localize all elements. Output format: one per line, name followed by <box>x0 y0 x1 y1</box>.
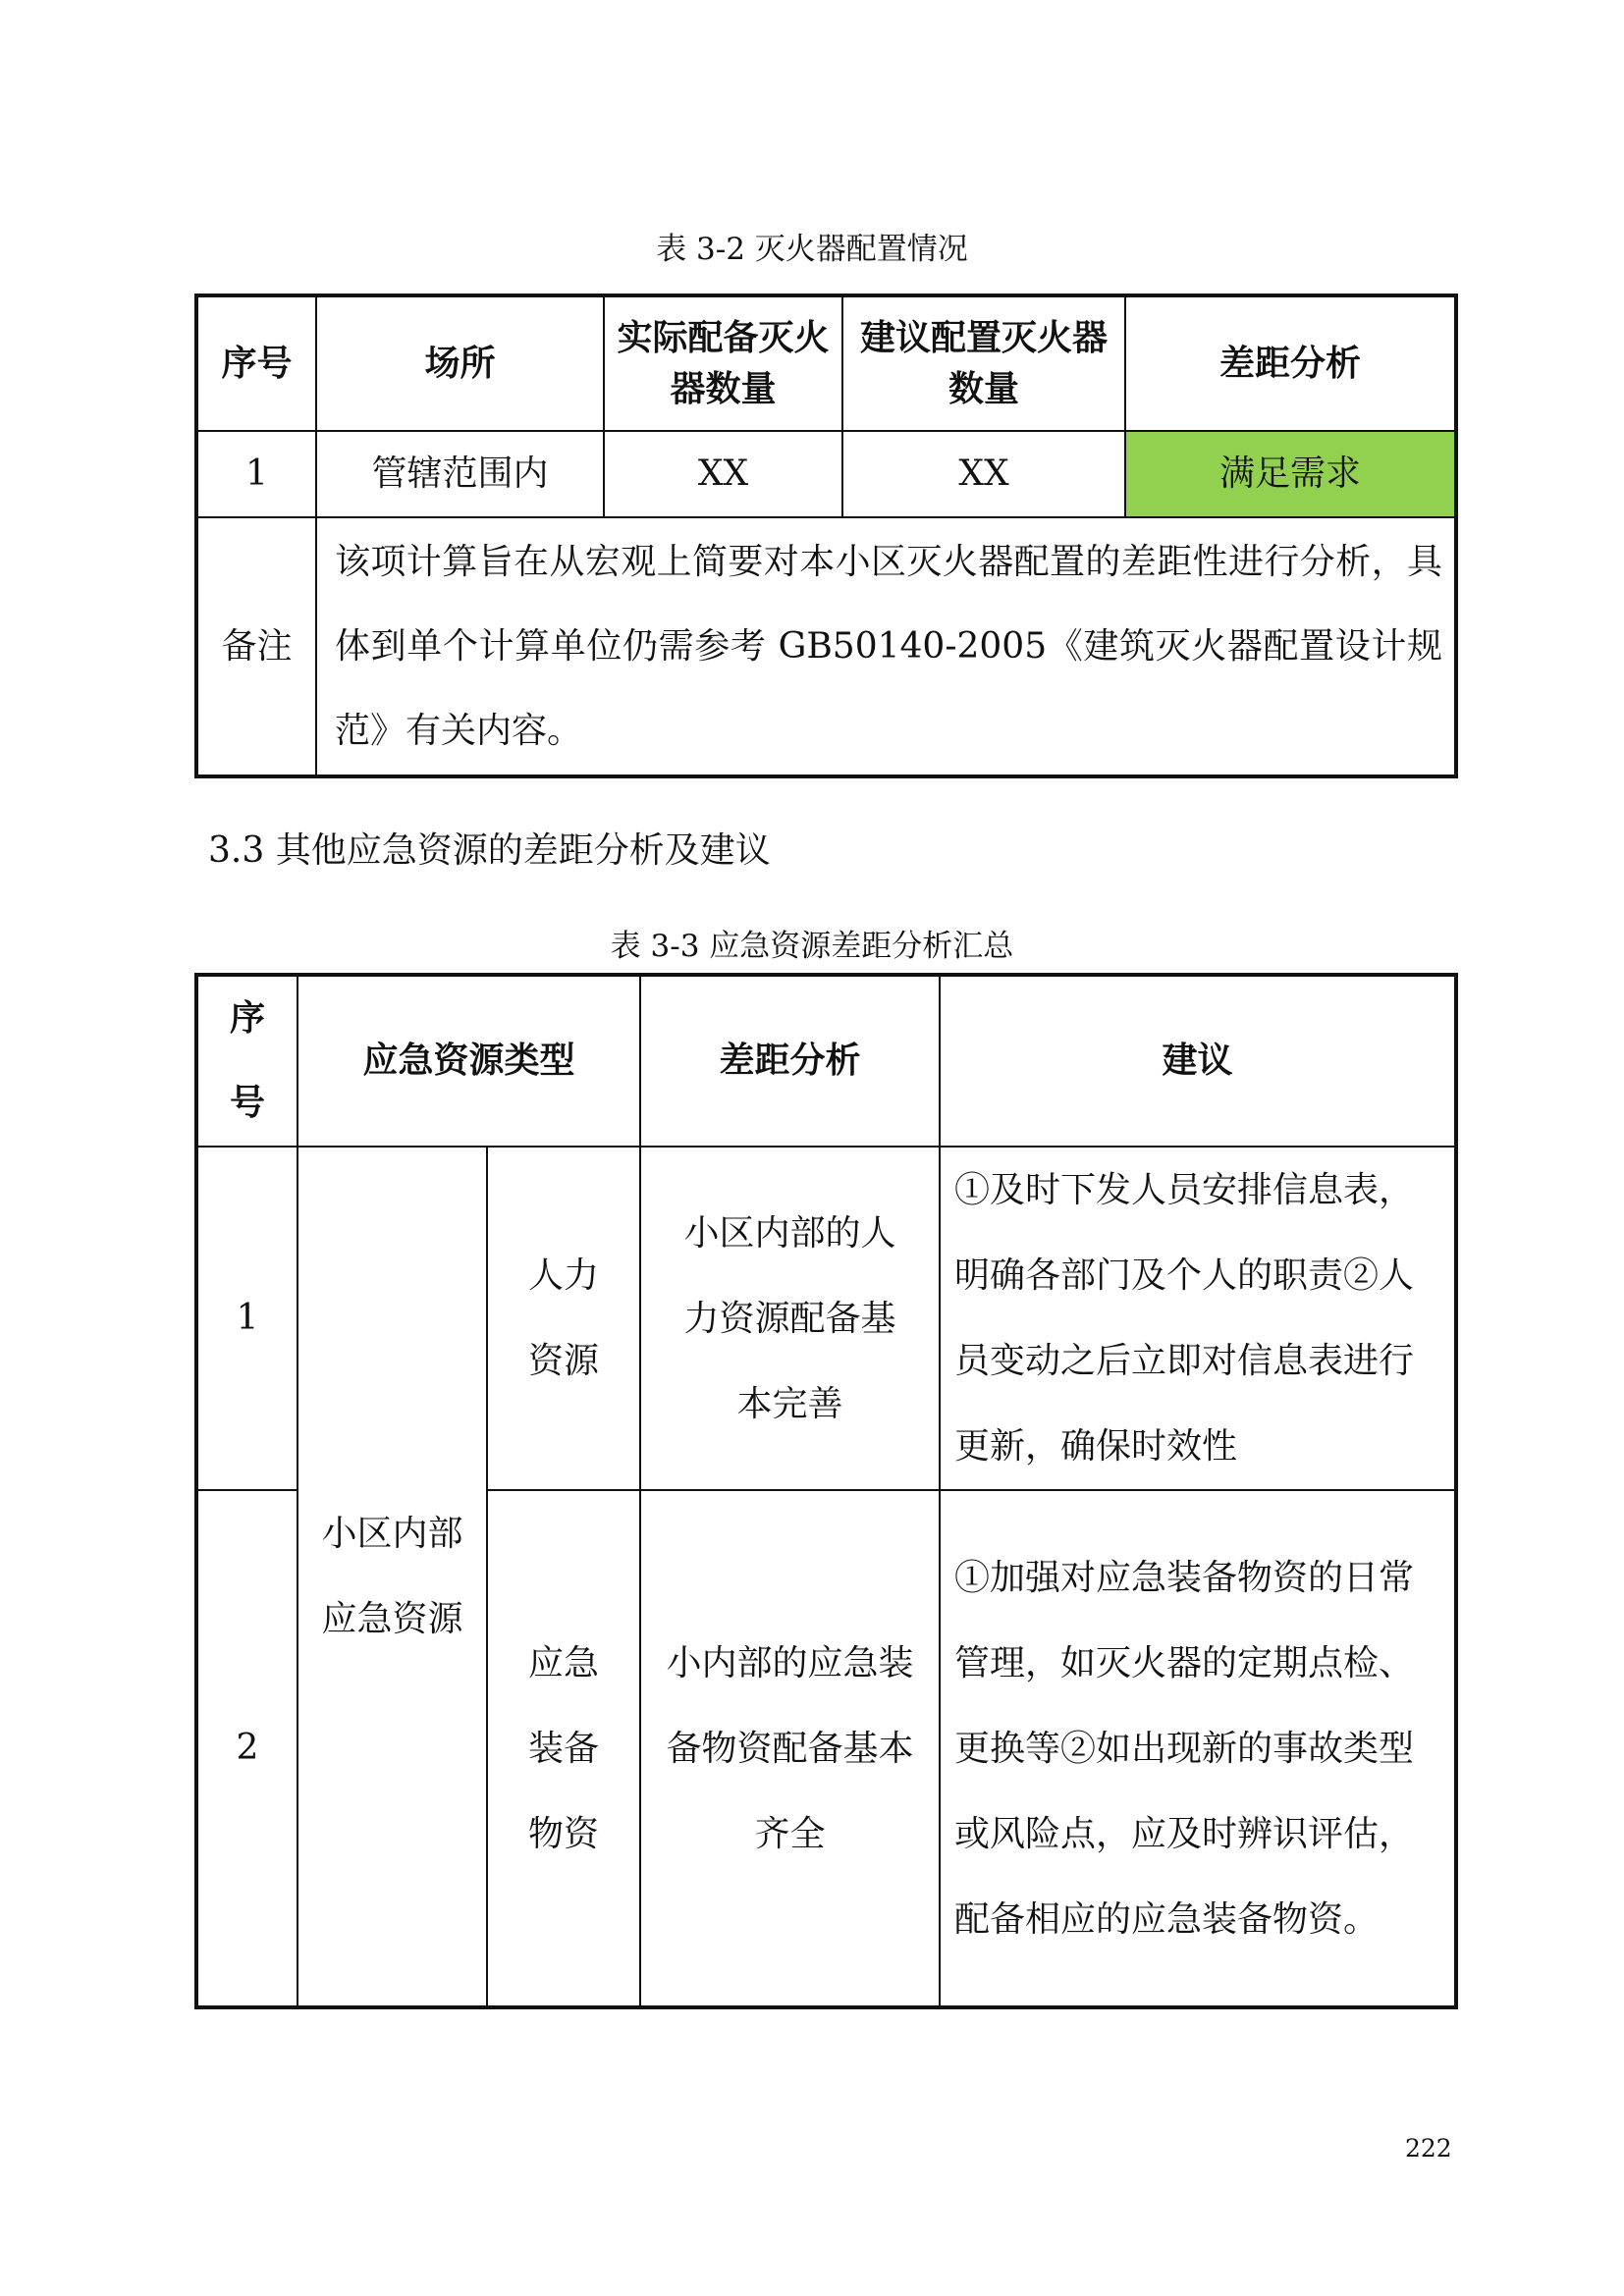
table-row <box>196 431 1456 517</box>
header-advice: 建议 <box>940 975 1456 1147</box>
extinguisher-config-table <box>194 294 1458 778</box>
row-suggested-count: XX <box>842 431 1125 517</box>
remark-row <box>196 517 1456 776</box>
table-header-row <box>196 295 1456 431</box>
row-seq: 1 <box>196 1147 298 1490</box>
section-heading: 3.3 其他应急资源的差距分析及建议 <box>208 830 771 871</box>
row-place: 管辖范围内 <box>316 431 604 517</box>
resource-subtype: 人力资源 <box>487 1147 640 1490</box>
header-resource-type: 应急资源类型 <box>298 975 640 1147</box>
table-header-row <box>196 975 1456 1147</box>
resource-subtype: 应急装备物资 <box>487 1490 640 2007</box>
emergency-resource-gap-table <box>194 973 1458 2009</box>
page-number: 222 <box>1405 2134 1452 2163</box>
header-gap-analysis: 差距分析 <box>640 975 940 1147</box>
row-gap-result: 满足需求 <box>1125 431 1456 517</box>
header-seq: 序号 <box>196 975 298 1147</box>
row-seq: 2 <box>196 1490 298 2007</box>
table-3-3-caption: 表 3-3 应急资源差距分析汇总 <box>610 929 1014 964</box>
advice-text: ①加强对应急装备物资的日常管理，如灭火器的定期点检、更换等②如出现新的事故类型或风险点，应及时辨识评估，配备相应的应急装备物资。 <box>940 1490 1456 2007</box>
header-suggested-count: 建议配置灭火器数量 <box>842 295 1125 431</box>
header-seq: 序号 <box>196 295 316 431</box>
advice-text: ①及时下发人员安排信息表，明确各部门及个人的职责②人员变动之后立即对信息表进行更新，确保时效性 <box>940 1147 1456 1490</box>
header-actual-count: 实际配备灭火器数量 <box>604 295 842 431</box>
remark-text: 该项计算旨在从宏观上简要对本小区灭火器配置的差距性进行分析，具体到单个计算单位仍需参考 GB50140-2005《建筑灭火器配置设计规范》有关内容。 <box>316 517 1456 776</box>
table-row <box>196 1147 1456 1490</box>
resource-group: 小区内部应急资源 <box>298 1147 487 2007</box>
remark-label: 备注 <box>196 517 316 776</box>
gap-analysis-text: 小区内部的人力资源配备基本完善 <box>640 1147 940 1490</box>
row-seq: 1 <box>196 431 316 517</box>
row-actual-count: XX <box>604 431 842 517</box>
table-3-2-caption: 表 3-2 灭火器配置情况 <box>656 232 968 267</box>
header-gap-analysis: 差距分析 <box>1125 295 1456 431</box>
gap-analysis-text: 小内部的应急装备物资配备基本齐全 <box>640 1490 940 2007</box>
header-place: 场所 <box>316 295 604 431</box>
